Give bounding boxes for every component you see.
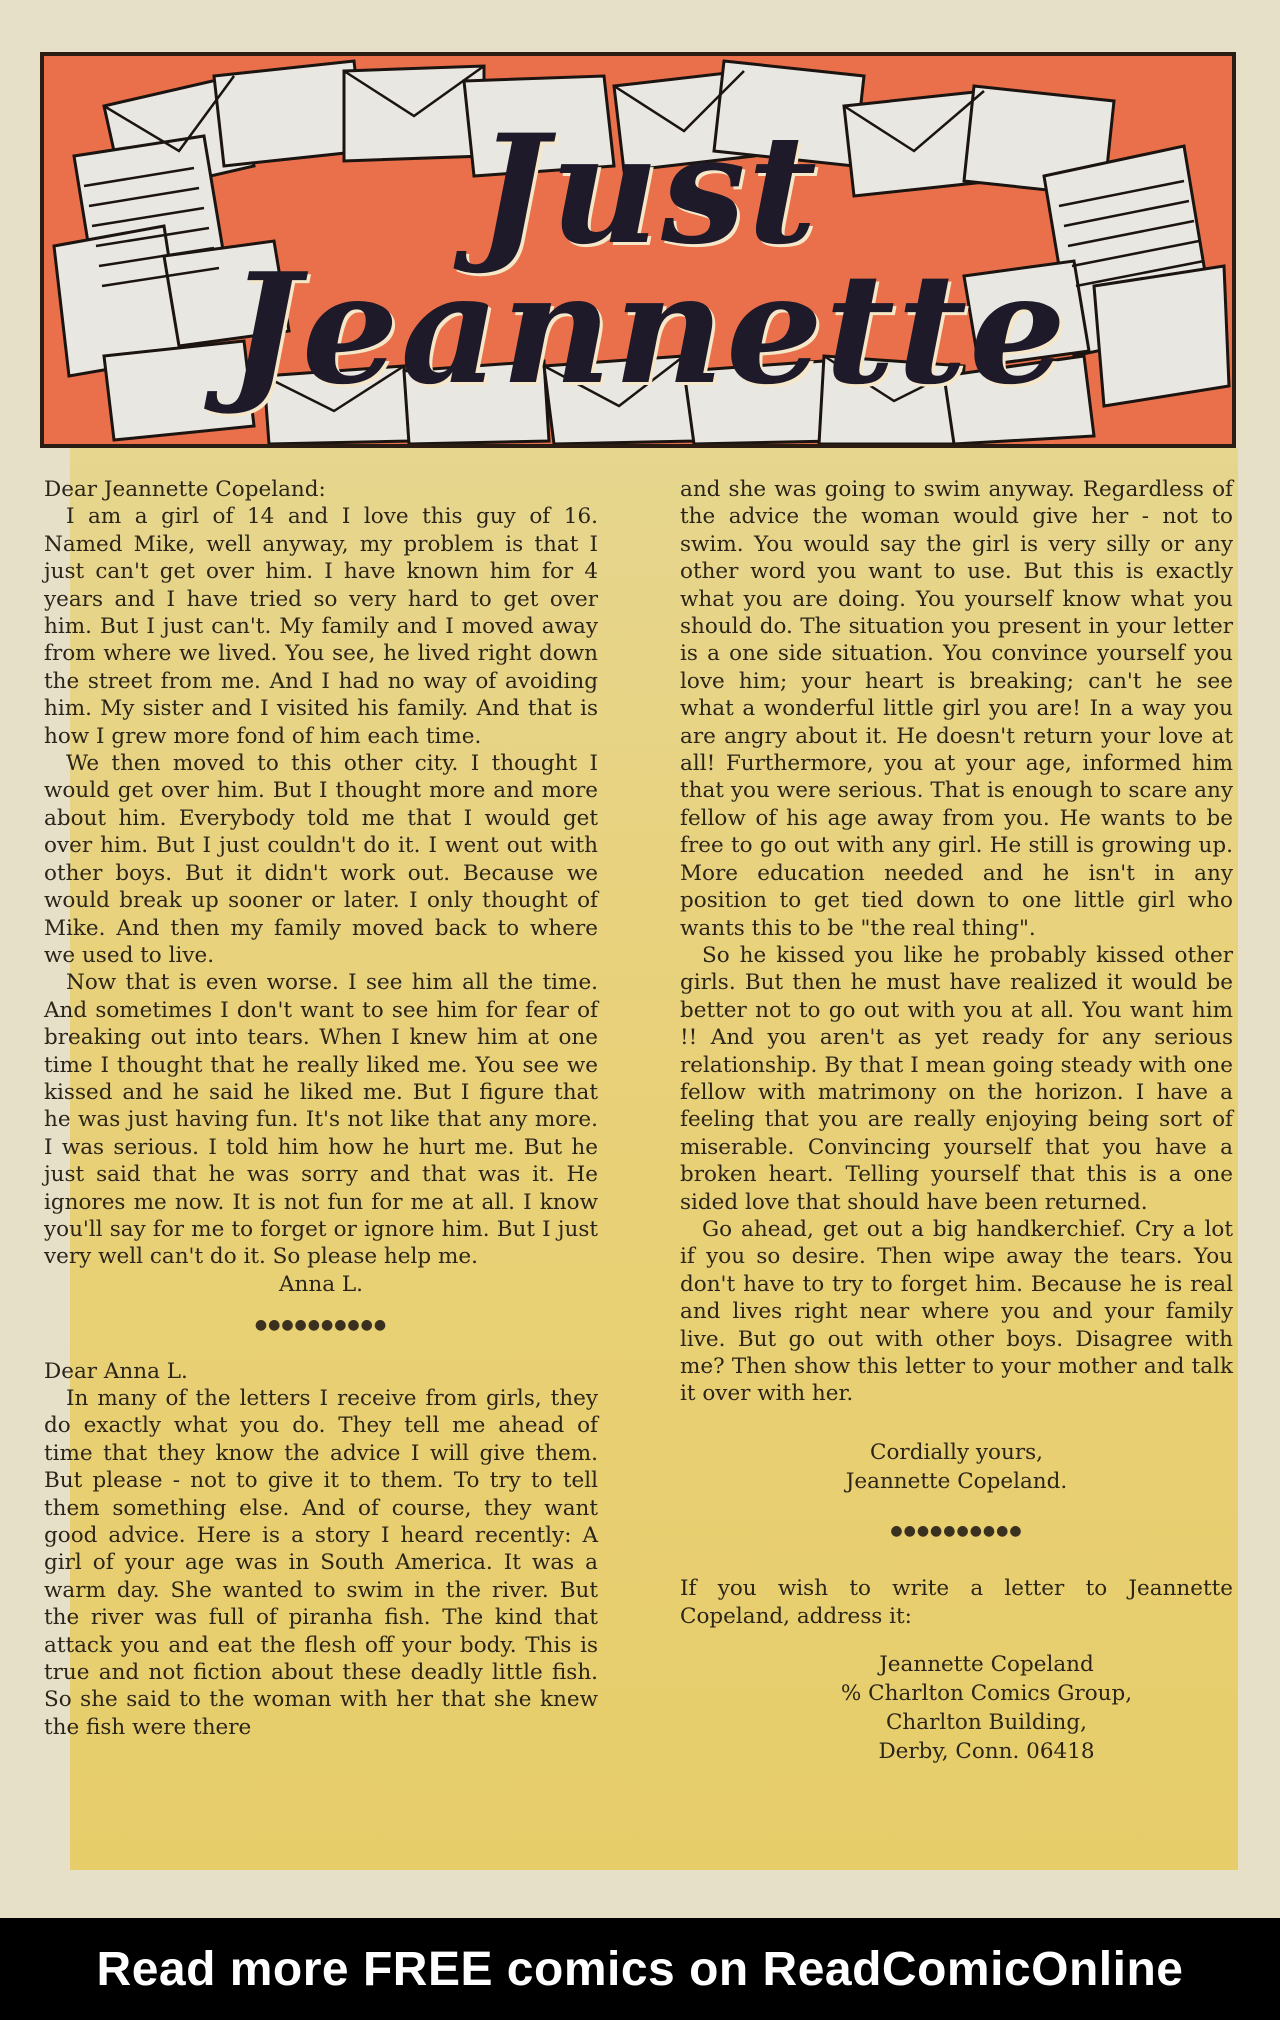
address-intro: If you wish to write a letter to Jeannette Copeland, address it:	[680, 1576, 1233, 1629]
letter-signature: Anna L.	[279, 1271, 363, 1297]
right-column	[680, 476, 1233, 1766]
reply-paragraph: So he kissed you like he probably kissed other girls. But then he must have realized it would be better not to go out with you at all. You want him !! And you aren't as yet ready for any serious relationship. By that I mean going steady with one fellow with matrimony on the horizon. I have a feeling that you are really enjoying being sort of miserable. Convincing yourself that you have a broken heart. Telling yourself that this is a one sided love that should have been returned.	[680, 942, 1233, 1215]
address-line: % Charlton Comics Group,	[840, 1681, 1133, 1707]
address-line: Derby, Conn. 06418	[878, 1739, 1095, 1765]
title-line-jeannette: Jeannette	[228, 239, 1068, 419]
reply-paragraph: In many of the letters I receive from girls, they do exactly what you do. They tell me ahead of time that they know the advice I will give them. But please - not to give it to them. To try to tell them something else. And of course, they want good advice. Here is a story I heard recently: A girl of your age was in South America. It was a warm day. She wanted to swim in the river. But the river was full of piranha fish. The kind that attack you and eat the flesh off your body. This is true and not fiction about these deadly little fish. So she said to the woman with her that she knew the fish were there	[44, 1386, 598, 1740]
address-line: Charlton Building,	[885, 1710, 1088, 1736]
reply-salutation: Dear Anna L.	[44, 1358, 188, 1384]
closing-line: Cordially yours,	[870, 1439, 1043, 1465]
left-column	[44, 476, 598, 1741]
title	[44, 56, 1232, 444]
closing-signature: Jeannette Copeland.	[845, 1468, 1068, 1494]
letter-salutation: Dear Jeannette Copeland:	[44, 477, 326, 502]
address-line: Jeannette Copeland	[879, 1652, 1094, 1678]
closing	[680, 1438, 1233, 1496]
promo-footer[interactable]	[0, 1918, 1280, 2020]
letter-paragraph: I am a girl of 14 and I love this guy of 16. Named Mike, well anyway, my problem is that I just can't get over him. I have known him for 4 years and I have tried so very hard to get over him. But I just can't. My family and I moved away from where we lived. You see, he lived right down the street from me. And I had no way of avoiding him. My sister and I visited his family. And that is how I grew more fond of him each time.	[44, 504, 598, 749]
letter-paragraph: We then moved to this other city. I thought I would get over him. But I thought more and more about him. Everybody told me that I would get over him. But I just couldn't do it. I went out with other boys. But it didn't work out. Because we would break up sooner or later. I only thought of Mike. And then my family moved back to where we used to live.	[44, 751, 598, 968]
title-line-just: Just	[477, 102, 819, 279]
reply-paragraph: and she was going to swim anyway. Regardless of the advice the woman would give her - not to swim. You would say the girl is very silly or any other word you want to use. But this is exactly what you are doing. You yourself know what you should do. The situation you present in your letter is a one side situation. You convince yourself you love him; your heart is breaking; can't he see what a wonderful little girl you are! In a way you are angry about it. He doesn't return your love at all! Furthermore, you at your age, informed him that you were serious. That is enough to scare any fellow of his age away from you. He wants to be free to go out with any girl. He still is growing up. More education needed and he isn't in any position to get tied down to one little girl who wants this to be "the real thing".	[680, 477, 1233, 941]
mailing-address	[740, 1650, 1233, 1766]
reply-paragraph: Go ahead, get out a big handkerchief. Cry a lot if you so desire. Then wipe away the tears. You don't have to try to forget him. Because he is real and lives right near where you and your family live. But go out with other boys. Disagree with me? Then show this letter to your mother and talk it over with her.	[680, 1216, 1233, 1407]
title-banner	[40, 52, 1236, 448]
promo-text[interactable]: Read more FREE comics on ReadComicOnline	[96, 1942, 1184, 1996]
divider: ●●●●●●●●●●	[254, 1317, 388, 1334]
letter-paragraph: Now that is even worse. I see him all the time. And sometimes I don't want to see him for fear of breaking out into tears. When I knew him at one time I thought that he really liked me. You see we kissed and he said he liked me. But I figure that he was just having fun. It's not like that any more. I was serious. I told him how he hurt me. But he just said that he was sorry and that was it. He ignores me now. It is not fun for me at all. I know you'll say for me to forget or ignore him. But I just very well can't do it. So please help me.	[44, 970, 598, 1270]
divider: ●●●●●●●●●●	[890, 1522, 1023, 1539]
